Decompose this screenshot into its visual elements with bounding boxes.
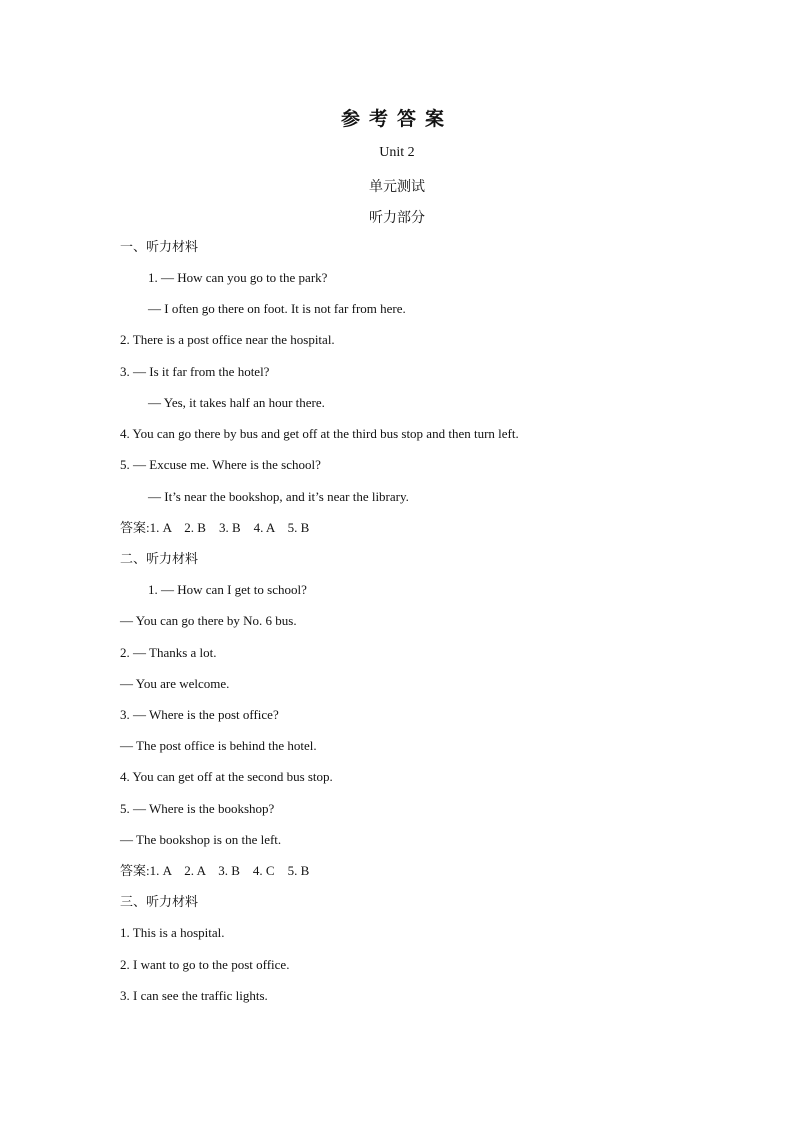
text-line: 4. You can go there by bus and get off at the third bus stop and then turn left. xyxy=(120,426,519,441)
text-line: — Yes, it takes half an hour there. xyxy=(148,395,325,410)
page-title: 参考答案 xyxy=(340,109,453,130)
text-line: — You can go there by No. 6 bus. xyxy=(120,613,297,628)
text-line: 4. You can get off at the second bus stop. xyxy=(120,769,333,784)
text-line: — You are welcome. xyxy=(120,676,230,691)
text-line: — The post office is behind the hotel. xyxy=(120,738,317,753)
part-heading: 听力部分 xyxy=(369,211,425,226)
text-line: — I often go there on foot. It is not far from here. xyxy=(148,301,406,316)
text-line: 5. — Excuse me. Where is the school? xyxy=(120,457,321,472)
text-line: 1. — How can I get to school? xyxy=(148,582,307,597)
section-3-heading: 三、听力材料 xyxy=(120,894,199,909)
section-2-heading: 二、听力材料 xyxy=(120,551,199,566)
text-line: 2. I want to go to the post office. xyxy=(120,957,290,972)
text-line: 1. This is a hospital. xyxy=(120,925,225,940)
section-1-heading: 一、听力材料 xyxy=(120,239,199,254)
text-line: 1. — How can you go to the park? xyxy=(148,270,328,285)
text-line: 3. I can see the traffic lights. xyxy=(120,988,268,1003)
text-line: 3. — Where is the post office? xyxy=(120,707,279,722)
text-line: — It’s near the bookshop, and it’s near the library. xyxy=(148,489,409,504)
text-line: 3. — Is it far from the hotel? xyxy=(120,364,270,379)
unit-heading: Unit 2 xyxy=(379,145,415,160)
test-heading: 单元测试 xyxy=(369,180,425,195)
text-line: 2. — Thanks a lot. xyxy=(120,645,217,660)
answer-line: 答案:1. A 2. B 3. B 4. A 5. B xyxy=(120,520,310,535)
answer-line: 答案:1. A 2. A 3. B 4. C 5. B xyxy=(120,863,310,878)
text-line: — The bookshop is on the left. xyxy=(120,832,282,847)
text-line: 5. — Where is the bookshop? xyxy=(120,801,275,816)
text-line: 2. There is a post office near the hospital. xyxy=(120,332,335,347)
